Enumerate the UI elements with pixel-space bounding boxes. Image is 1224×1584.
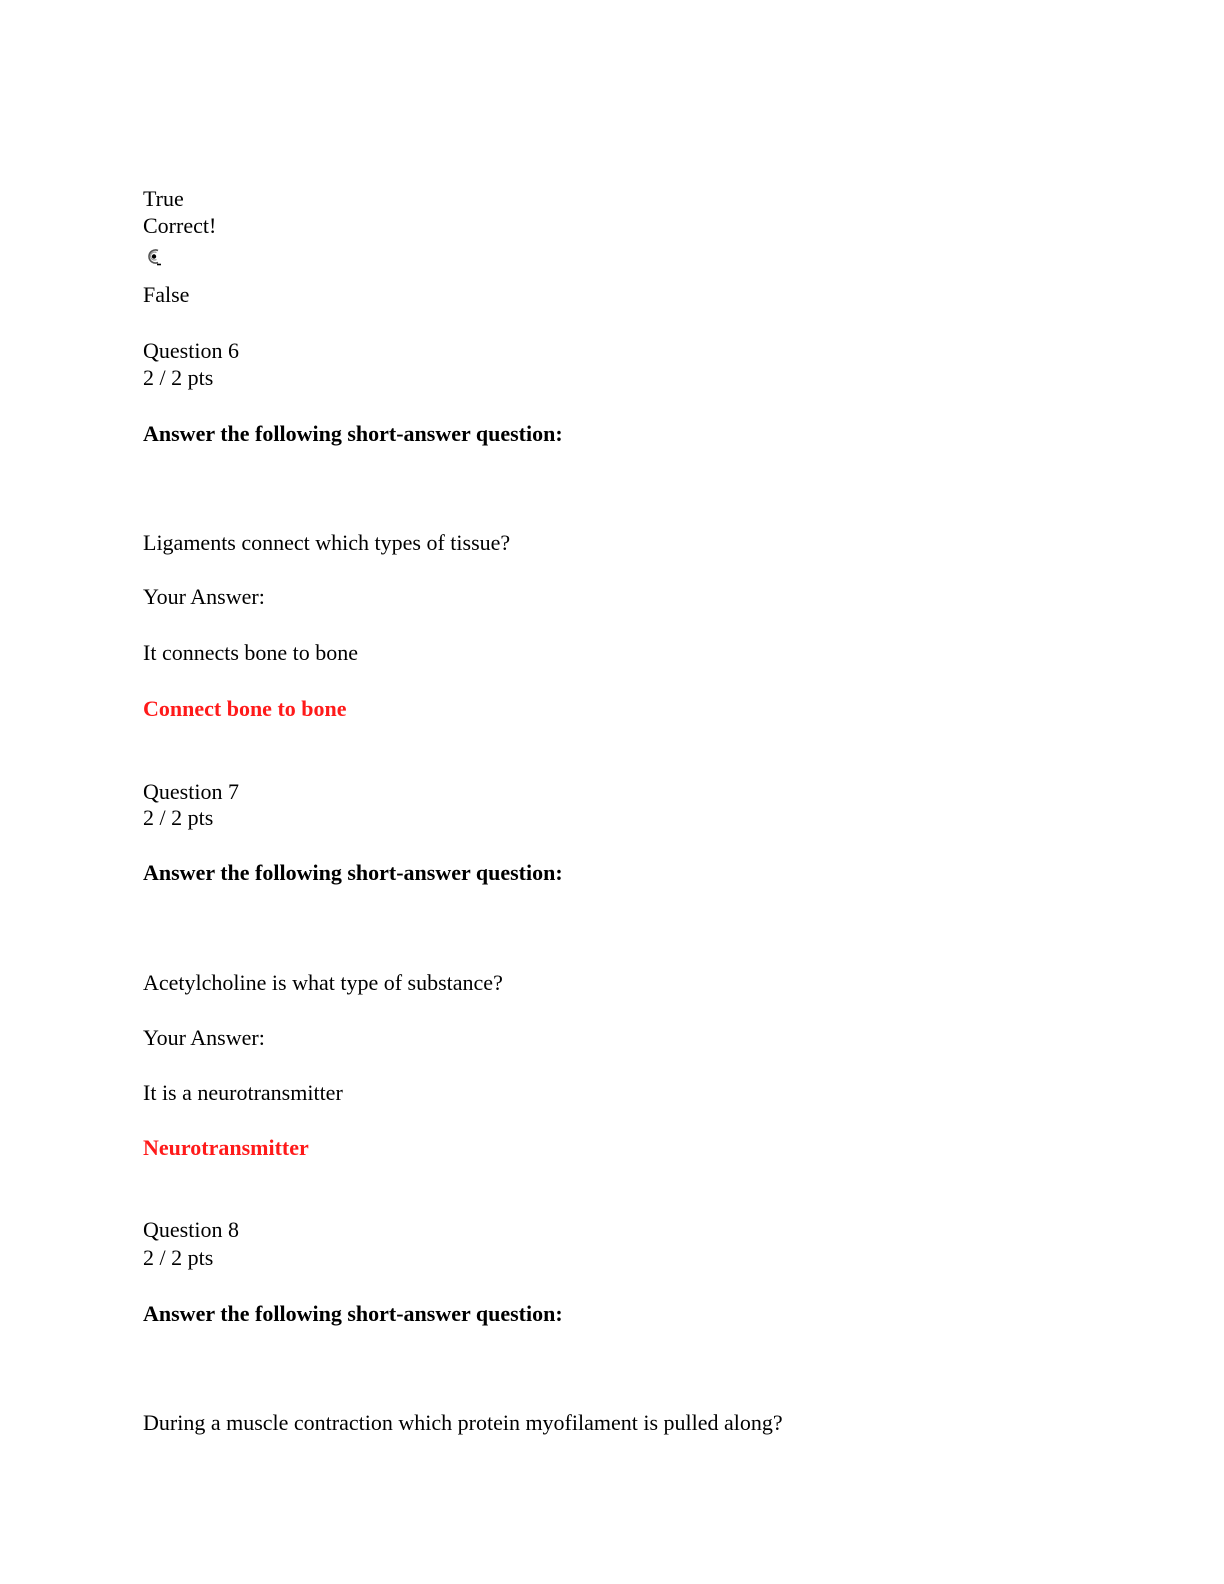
question-prompt: During a muscle contraction which protein myofilament is pulled along? [143,1410,783,1435]
question-instruction: Answer the following short-answer question: [143,421,563,446]
option-false: False [143,282,190,307]
document-page [143,0,1143,1584]
question-title: Question 8 [143,1217,239,1242]
question-prompt: Acetylcholine is what type of substance? [143,970,503,995]
your-answer-label: Your Answer: [143,1025,265,1050]
correct-answer: Connect bone to bone [143,696,347,721]
question-instruction: Answer the following short-answer question: [143,860,563,885]
question-prompt: Ligaments connect which types of tissue? [143,530,511,555]
your-answer: It is a neurotransmitter [143,1080,343,1105]
question-points: 2 / 2 pts [143,365,214,390]
question-instruction: Answer the following short-answer question: [143,1301,563,1326]
correct-answer: Neurotransmitter [143,1135,309,1160]
your-answer-label: Your Answer: [143,584,265,609]
question-title: Question 7 [143,779,239,804]
option-true: True [143,186,184,211]
radio-selected-icon [145,246,163,266]
your-answer: It connects bone to bone [143,640,359,665]
question-points: 2 / 2 pts [143,805,214,830]
question-points: 2 / 2 pts [143,1245,214,1270]
correct-label: Correct! [143,213,217,238]
question-title: Question 6 [143,338,239,363]
